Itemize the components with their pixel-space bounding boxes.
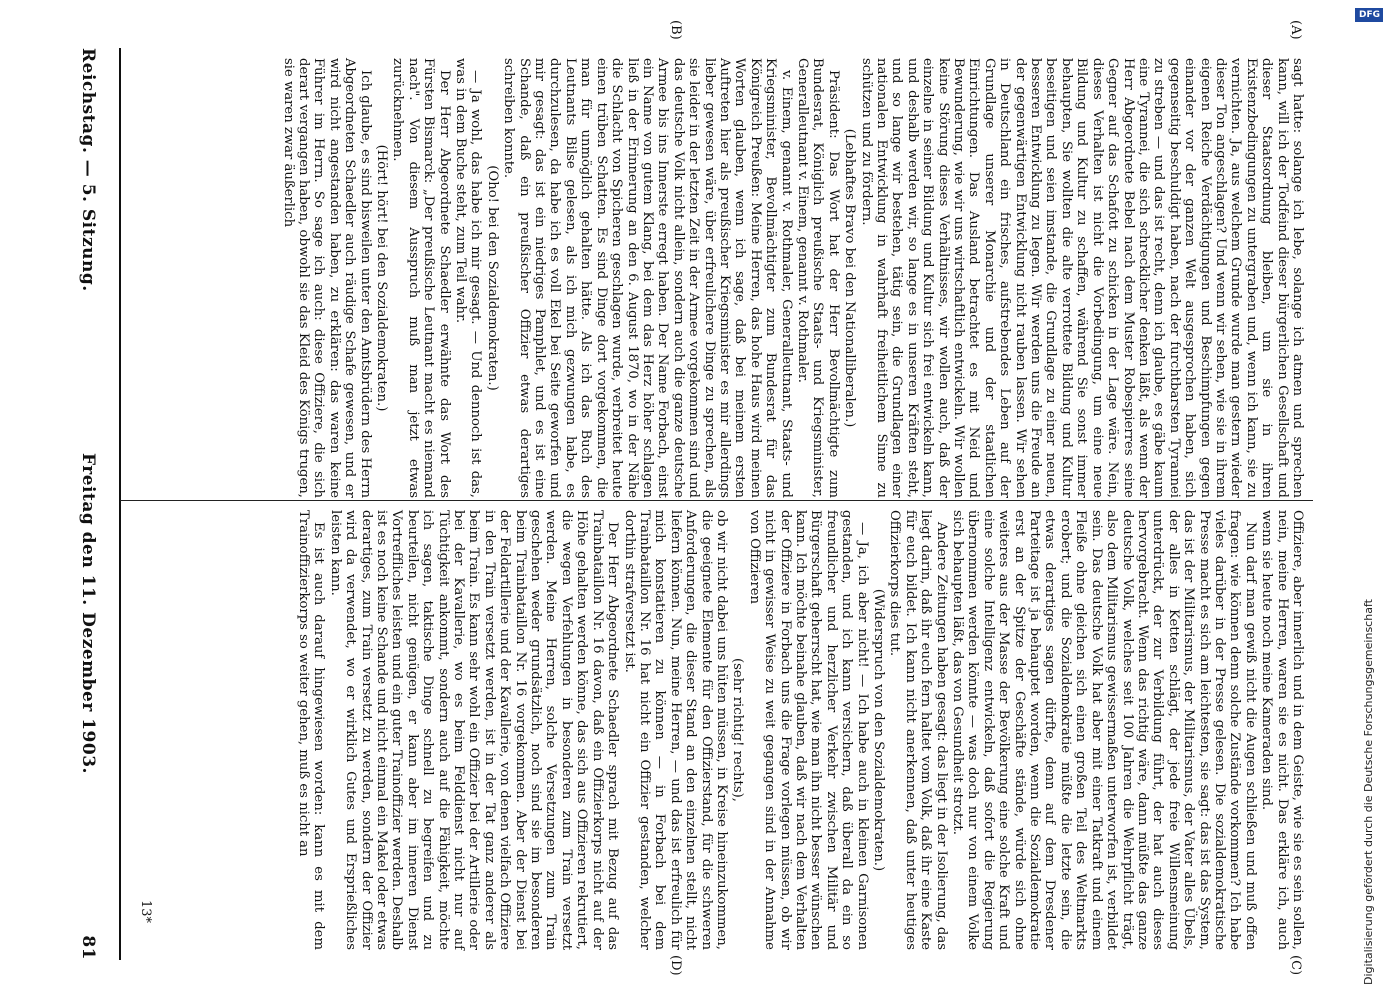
paragraph: sagt hatte: solange ich lebe, solange ich atmen und sprechen kann, will ich der Todfeind dieser bürgerlichen Gesellschaft und dieser Staatsordnung bleiben, um sie in ihren Existenzbedingungen zu untergraben und, wenn ich kann, sie zu vernichten. Ja, aus welchem Grunde wurde man gestern wieder dieser Ton angeschlagen? Und wenn wir sehen, wie sie in ihrem eigenen Reiche Verdächtigungen und Beschimpfungen gegen einander vor der ganzen Welt ausgesprochen haben, sich gegenseitig beschuldigt haben, nach der furchtbarsten Tyrannei zu streben — und das ist recht, denn ich glaube, es gäbe kaum eine Tyrannei, die sich schrecklicher denken läßt, als wenn der Herr Abgeordnete Bebel nach dem Muster Robespierres seine Gegner auf das Schafott zu schicken in der Lage wäre. Nein, dieses Verhalten ist nicht die Vorbedingung, um eine neue Bildung und Kultur zu schaffen, während Sie sonst immer behaupten, Sie wollten die alte verrottete Bildung und Kultur beseitigen und seien imstande, die Grundlage zu einer neuen, besseren Entwicklung zu legen. Wir werden uns die Freude an der gegenwärtigen Entwicklung nicht rauben lassen. Wir sehen in Deutschland ein frisches, aufstrebendes Leben auf der Grundlage unserer Monarchie und der staatlichen Einrichtungen. Das Ausland betrachtet es mit Neid und Bewunderung, wie wir uns wirtschaftlich entwickeln. Wir wollen keine Störung dieses Verhältnisses, wir wollen auch, daß der einzelne in seiner Bildung und Kultur sich frei entwickeln kann, und deshalb werden wir, so lange es in unseren Kräften steht, und so lange wir bestehen, tätig sein, die Grundlagen einer nationalen Entwicklung in wahrhaft freiheitlichem Sinne zu schützen und zu fördern. (858, 58, 1305, 498)
paragraph: — Ja, ich aber nicht! — Ich habe auch in kleinen Garnisonen gestanden, und ich kann versichern, daß überall da ein so freundlicher und herzlicher Verkehr zwischen Militär und Bürgerschaft geherrscht hat, wie man ihn nicht besser wünschen kann. Ich möchte beinahe glauben, daß wir nach dem Verhalten der Offiziere in Forbach uns die Frage vorlegen müssen, ob wir nicht in gewisser Weise zu weit gegangen sind in der Annahme von Offizieren (746, 510, 870, 950)
paragraph: — Ja wohl, das habe ich mir gesagt. — Und dennoch ist das, was in dem Buche steht, zum Teil wahr. (453, 58, 484, 498)
marker-d: (D) (668, 955, 683, 976)
paragraph: Präsident: Das Wort hat der Herr Bevollmächtigte zum Bundesrat, Königlich preußische Staats- und Kriegsminister, Generalleutnant v. Einem, genannt v. Rothmaler. (795, 58, 841, 498)
paragraph: (Lebhaftes Bravo bei den Nationalliberalen.) (842, 128, 858, 428)
digitization-note: Digitalisierung gefördert durch die Deutsche Forschungsgemeinschaft (1362, 599, 1375, 985)
paragraph: ob wir nicht dabei uns hüten müssen, in Kreise hineinzukommen, die geeignete Elemente für den Offizierstand, für die schweren Anforderungen, die dieser Stand an den einzelnen stellt, nicht liefern können. Nun, meine Herren, — und das ist erfreulich für mich konstatieren zu können — in Forbach bei dem Trainbataillon Nr. 16 hat nicht ein Offizier gestanden, welcher dorthin strafversetzt ist. (621, 510, 729, 950)
marker-c: (C) (1288, 955, 1303, 976)
dfg-logo: DFG (1355, 8, 1383, 22)
paragraph: (Hört! hört! bei den Sozialdemokraten.) (374, 144, 390, 412)
paragraph: Andere Zeitungen haben gesagt: das liegt in der Isolierung, das liegt darin, daß ihr euch fern haltet vom Volk, daß ihr eine Kaste für euch bildet. Ich kann nicht anerkennen, daß unter heutiges Offizierkorps dies tut. (887, 510, 949, 950)
left-column (279, 58, 1305, 498)
header-session: Reichstag. — 5. Sitzung. (78, 48, 98, 292)
paragraph: v. Einem, genannt v. Rothmaler, Generalleutnant, Staats- und Kriegsminister, Bevollmächtigter zum Bundesrat für das Königreich Preußen: Meine Herren, das hohe Haus wird meinen Worten glauben, wenn ich sage, daß bei meinem ersten Auftreten hier als preußischer Kriegsminister es mir allerdings lieber gewesen wäre, über erfreulichere Dinge zu sprechen, als sie leider in der letzten Zeit in der Armee vorgekommen sind und das deutsche Volk nicht allein, sondern auch die ganze deutsche Armee bis ins Innerste erregt haben. Der Name Forbach, einst ein Name von gutem Klang, bei dem das Herz höher schlagen ließ in der Erinnerung an den 6. August 1870, wo in der Nähe die Schlacht von Spicheren geschlagen wurde, verbreitet heute einen trüben Schatten. Es sind Dinge dort vorgekommen, die man für unmöglich gehalten hätte. Als ich das Buch des Leutnants Bilse gelesen, als ich mich gezwungen habe, es durchzulesen, da habe ich es voll Ekel bei Seite geworfen und mir gesagt: das ist ein niedriges Pamphlet, und es ist eine Schande, daß ein preußischer Offizier etwas derartiges schreiben konnte. (501, 58, 794, 498)
paragraph: Offiziere, aber innerlich und in dem Geiste, wie sie es sein sollen, nein, meine Herren, waren sie es nicht. Das erkläre ich, auch wenn sie heute noch meine Kameraden sind. (1259, 510, 1305, 950)
marker-b: (B) (668, 20, 683, 40)
paragraph: (sehr richtig! rechts), (730, 658, 746, 802)
paragraph: Der Herr Abgeordnete Schaedler erwähnte das Wort des Fürsten Bismarck: „Der preußische Leutnant macht es niemand nach". Von diesem Ausspruch muß man jetzt etwas zurücknehmen. (390, 58, 452, 498)
paragraph: Es ist auch darauf hingewiesen worden: kann es mit dem Trainoffizierkorps so weiter gehen, muß es nicht an (296, 510, 327, 950)
paragraph: Der Herr Abgeordnete Schaedler sprach mit Bezug auf das Trainbataillon Nr. 16 davon, daß ein Offizierkorps nicht auf der Höhe gehalten werden könne, das sich aus Offizieren rekrutiert, die wegen Verfehlungen in besonderen zum Train versetzt werden. Meine Herren, solche Versetzungen zum Train geschehen weder grundsätzlich, noch sind sie im besonderen beim Trainbataillon Nr. 16 vorgekommen. Aber der Dienst bei der Feldartillerie und der Kavallerie, von denen vielfach Offiziere in den Train versetzt werden, ist in der Tat ganz anderer als beim Train. Es kann sehr wohl ein Offizier bei der Artillerie oder bei der Kavallerie, wo es beim Felddienst nicht nur auf Tüchtigkeit ankommt, sondern auch auf die Fähigkeit, möchte ich sagen, taktische Dinge schnell zu begreifen und zu beurteilen, nicht genügen, er kann aber im inneren Dienst Vortreffliches leisten und ein guter Trainoffizier werden. Deshalb ist es noch keine Schande und nicht einmal ein Makel oder etwas derartiges, zum Train versetzt zu werden, sondern der Offizier wird da verwendet, wo er wirklich Gutes und Ersprießliches leisten kann. (327, 510, 621, 950)
column-divider (120, 500, 1313, 501)
marker-a: (A) (1288, 20, 1303, 40)
paragraph: (Oho! bei den Sozialdemokraten.) (484, 165, 500, 391)
sheet-signature: 13* (138, 900, 153, 924)
header-date: Freitag den 11. Dezember 1903. (78, 452, 98, 774)
right-column (295, 510, 1305, 950)
paragraph: Ich glaube, es sind bisweilen unter den Amtsbrüdern des Herrn Abgeordneten Schaedler auch räudige Schafe gewesen, und er wird nicht angestanden haben, zu erklären: das waren keine Führer im Herrn. So sage ich auch: diese Offiziere, die sich derart vergangen haben, obwohl sie das Kleid des Königs trugen, sie waren zwar äußerlich (280, 58, 373, 498)
page-header (68, 48, 108, 960)
paragraph: Nun darf man gewiß nicht die Augen schließen und muß offen fragen: wie können denn solche Zustände vorkommen? Ich habe vieles darüber in der Presse gelesen. Die sozialdemokratische Presse macht es sich am leichtesten, sie sagt: das ist das System, das ist der Militarismus, der Militarismus, der Vater alles Übels, der alles in Ketten schlägt, der jede freie Willensmeinung unterdrückt, der zur Verbildung führt, der hat auch dieses hervorgebracht. Wenn das richtig wäre, dann müßte das ganze deutsche Volk, welches seit 100 Jahren die Wehrpflicht trägt, also dem Militarismus gewissermaßen unterworfen ist, verbildet sein. Das deutsche Volk hat aber mit einer Tatkraft und einem Fleiße ohne gleichen sich einen großen Teil des Weltmarkts erobert; und die Sozialdemokratie müßte die letzte sein, die etwas derartiges sagen dürfte, denn auf dem Dresdener Parteitage ist ja behauptet worden, wenn die Sozialdemokratie erst an der Spitze der Geschäfte stände, würde sich ohne weiteres aus der Masse der Bevölkerung eine solche Kraft und eine solche Intelligenz entwickeln, daß sofort die Regierung übernommen werden könnte — was doch nur von einem Volke sich behaupten läßt, das von Gesundheit strotzt. (950, 510, 1258, 950)
header-rule (119, 48, 121, 960)
page-number: 81 (78, 935, 98, 960)
paragraph: (Widerspruch von den Sozialdemokraten.) (871, 588, 887, 872)
